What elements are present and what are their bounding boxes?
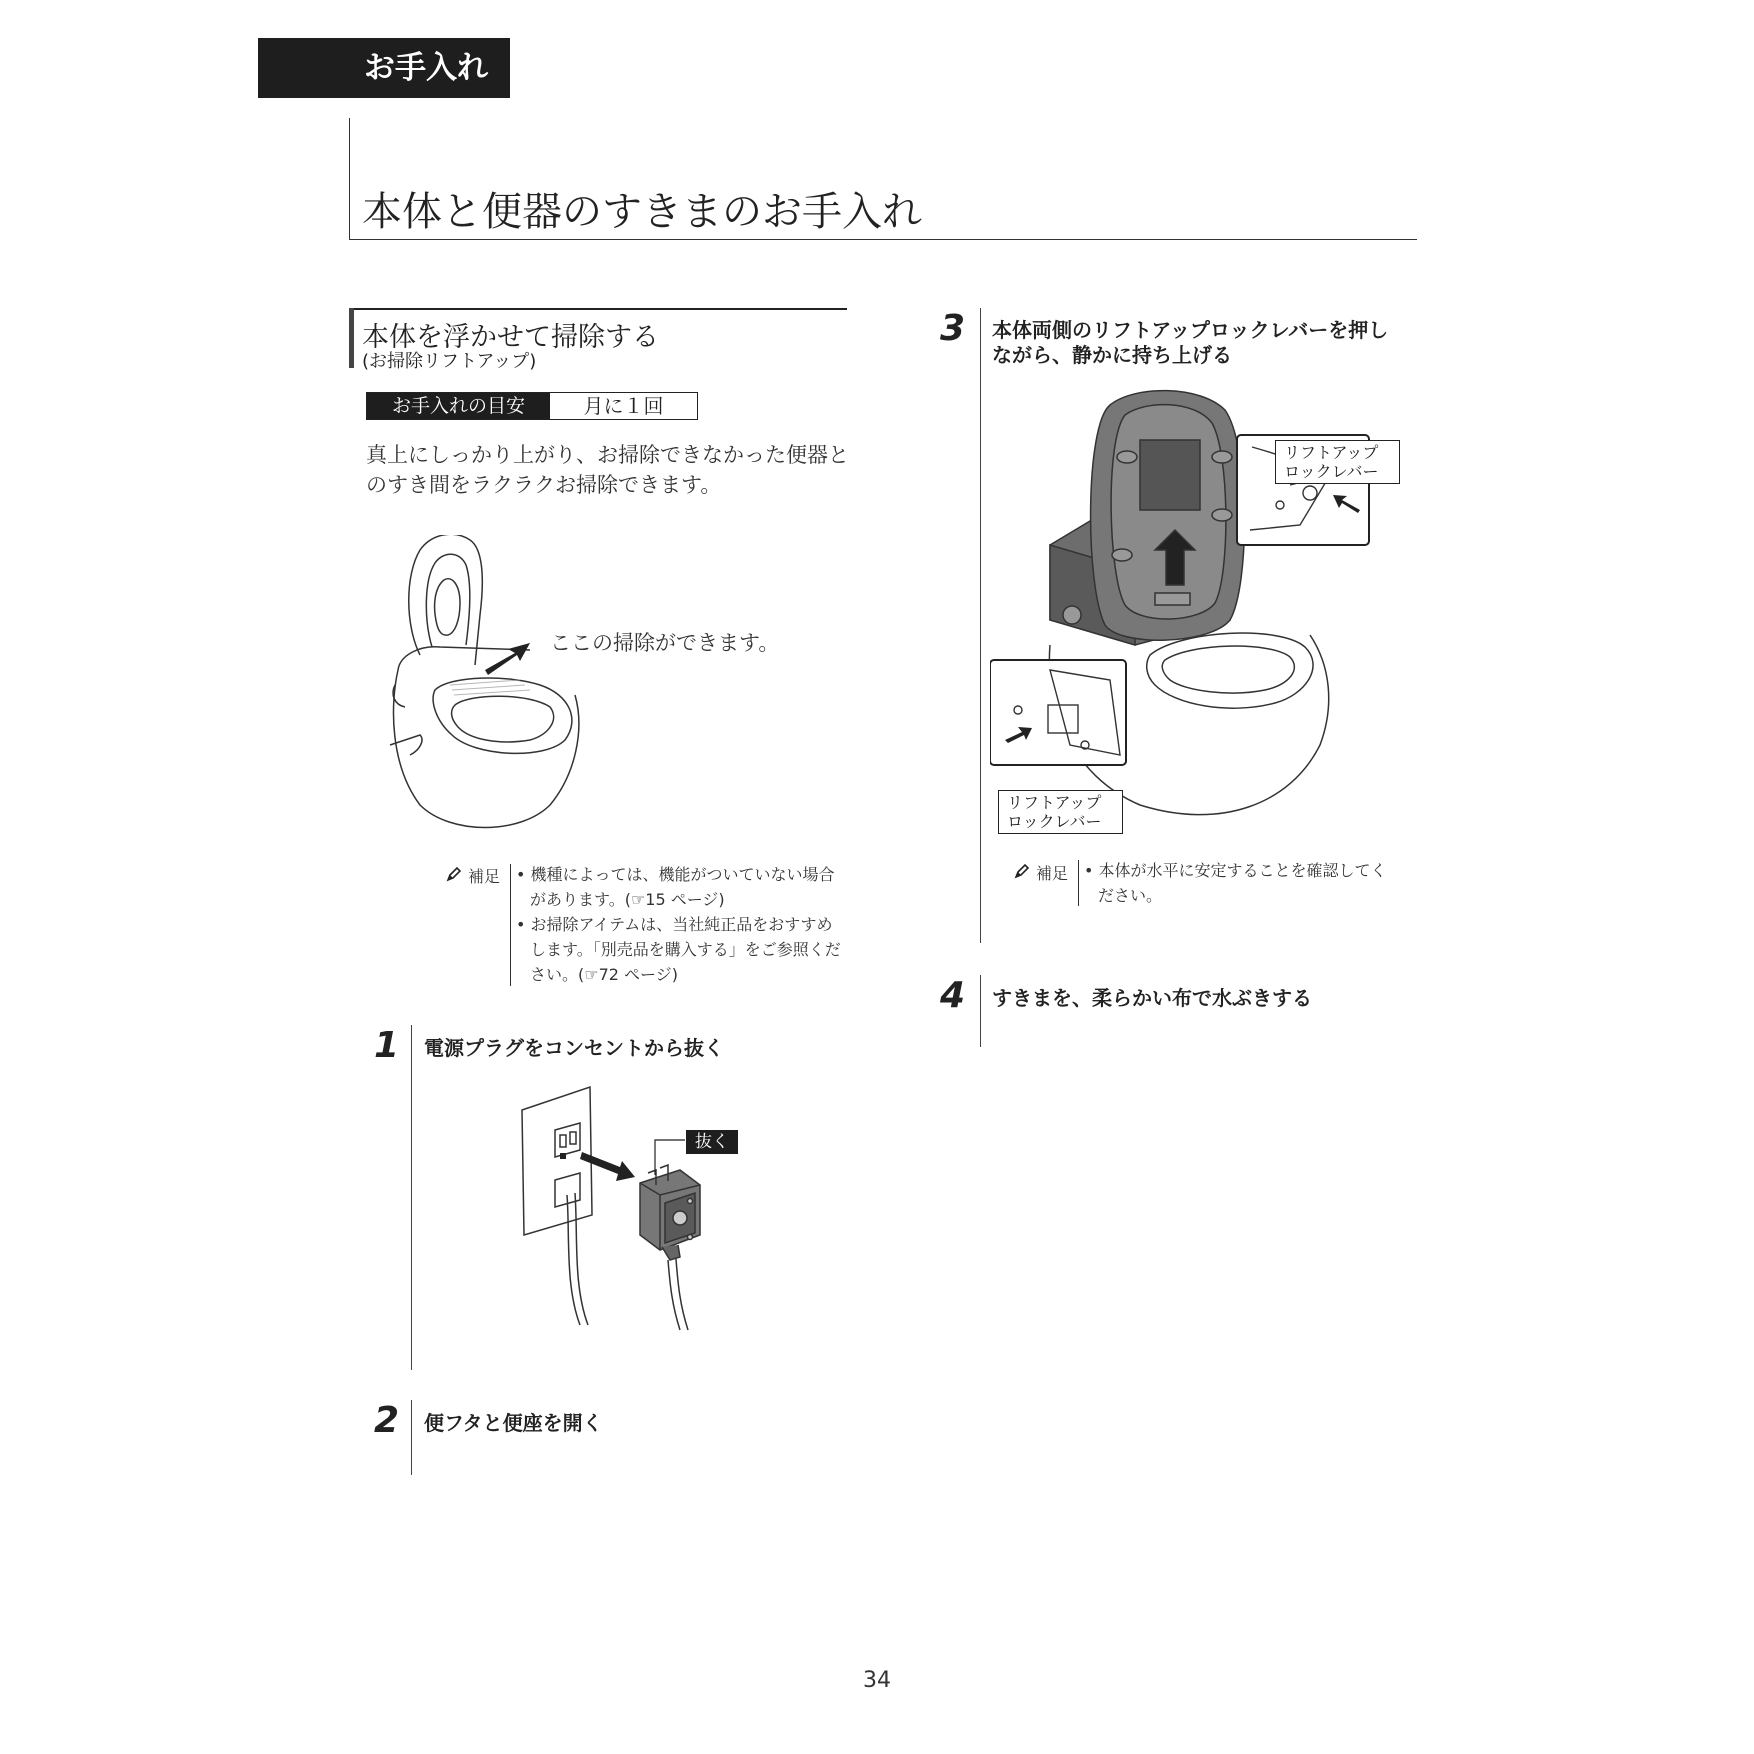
step-text: すきまを、柔らかい布で水ぶきする bbox=[992, 986, 1312, 1010]
outlet-plug-illustration bbox=[520, 1085, 740, 1335]
callout-line: リフトアップ bbox=[1007, 793, 1102, 812]
callout-line: リフトアップ bbox=[1284, 443, 1379, 462]
note-label: 補足 bbox=[1036, 864, 1069, 883]
step-rule bbox=[980, 308, 981, 943]
step-rule bbox=[411, 1025, 412, 1370]
note-rule bbox=[510, 864, 511, 986]
step-number: 4 bbox=[940, 975, 966, 1016]
pencil-icon bbox=[446, 866, 462, 882]
step-text-line: ながら、静かに持ち上げる bbox=[992, 343, 1232, 367]
callout-lever-bottom bbox=[998, 790, 1123, 834]
step-text-line: 本体両側のリフトアップロックレバーを押し bbox=[992, 318, 1389, 342]
note-item: • お掃除アイテムは、当社純正品をおすすめします。「別売品を購入する」をご参照ください。(☞72 ページ) bbox=[516, 915, 841, 984]
maintenance-guide bbox=[366, 392, 698, 420]
subsection-title: 本体を浮かせて掃除する bbox=[362, 322, 659, 353]
guide-label: お手入れの目安 bbox=[367, 393, 550, 419]
step-number: 2 bbox=[374, 1400, 400, 1441]
title-rule-vertical bbox=[349, 118, 350, 240]
callout-line: ロックレバー bbox=[1007, 812, 1102, 831]
intro-line: 真上にしっかり上がり、お掃除できなかった便器と bbox=[366, 443, 849, 467]
step-number: 1 bbox=[374, 1025, 400, 1066]
intro-line: のすき間をラクラクお掃除できます。 bbox=[366, 473, 722, 497]
note-label: 補足 bbox=[468, 867, 501, 886]
page-title: 本体と便器のすきまのお手入れ bbox=[362, 189, 922, 235]
step-text: 便フタと便座を開く bbox=[424, 1411, 603, 1435]
title-rule-horizontal bbox=[349, 239, 1417, 240]
subsection-rule bbox=[349, 308, 847, 310]
pencil-icon bbox=[1014, 863, 1030, 879]
step-text bbox=[992, 318, 1388, 368]
intro-text bbox=[366, 440, 866, 500]
toilet-cleaning-illustration bbox=[380, 535, 600, 845]
subsection-bar bbox=[349, 308, 354, 368]
step-rule bbox=[980, 975, 981, 1047]
callout-line: ロックレバー bbox=[1284, 462, 1379, 481]
step-text: 電源プラグをコンセントから抜く bbox=[424, 1036, 724, 1060]
step-rule bbox=[411, 1400, 412, 1475]
section-tab: お手入れ bbox=[258, 38, 510, 98]
callout-pull: 抜く bbox=[686, 1130, 738, 1154]
guide-value: 月に１回 bbox=[583, 394, 664, 418]
illustration-caption: ここの掃除ができます。 bbox=[550, 631, 780, 655]
note-item: • 本体が水平に安定することを確認してください。 bbox=[1084, 861, 1387, 905]
page-number: 34 bbox=[863, 1668, 891, 1693]
note-item: • 機種によっては、機能がついていない場合があります。(☞15 ページ) bbox=[516, 865, 835, 909]
note-body bbox=[1084, 858, 1394, 908]
note-body bbox=[516, 862, 848, 987]
note-rule bbox=[1078, 860, 1079, 906]
callout-lever-top bbox=[1275, 440, 1400, 484]
step-number: 3 bbox=[940, 308, 966, 349]
subsection-subtitle: (お掃除リフトアップ) bbox=[362, 351, 537, 372]
